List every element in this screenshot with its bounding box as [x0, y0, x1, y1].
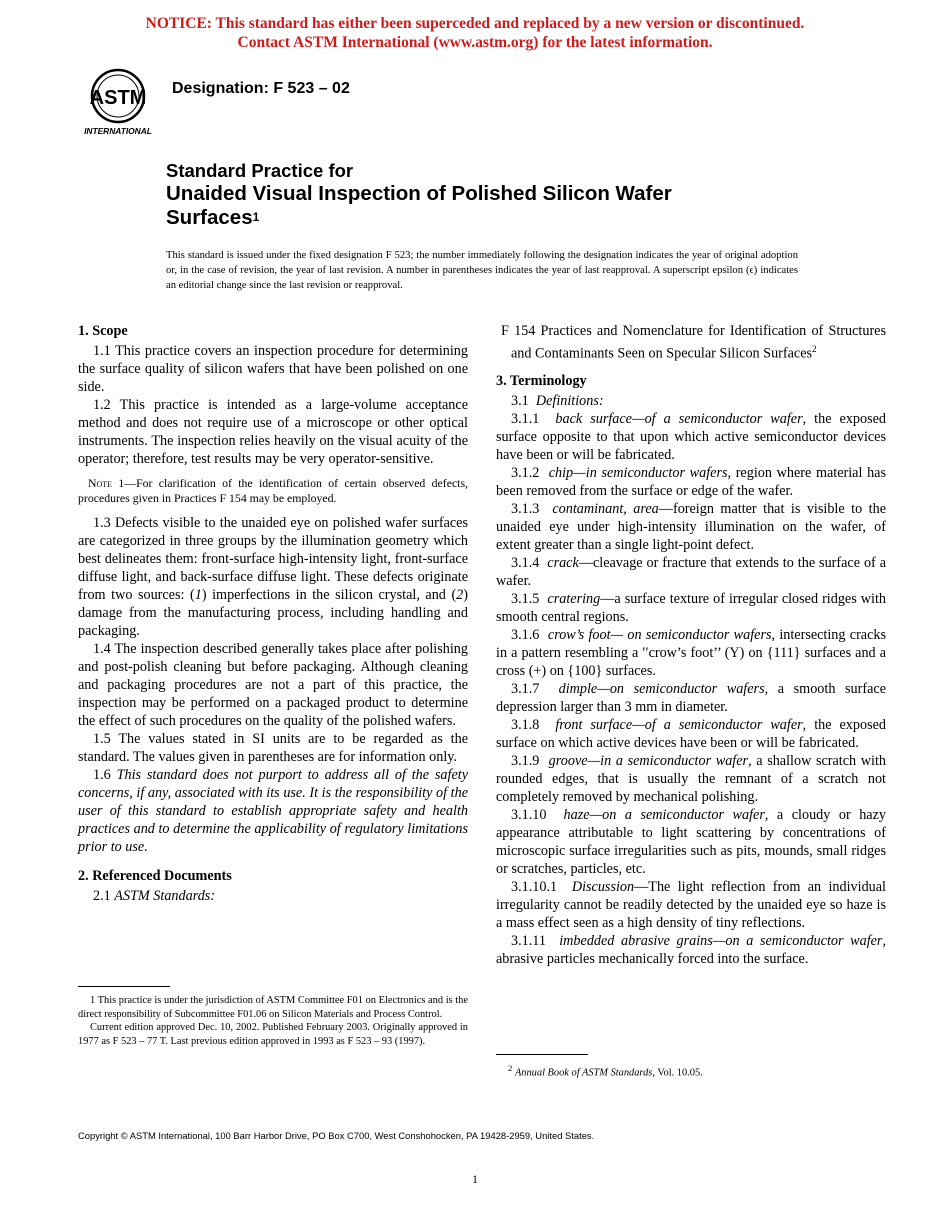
definition-item — [496, 752, 886, 806]
title-line-1: Standard Practice for — [166, 160, 354, 181]
footnote-divider-right — [496, 1054, 588, 1055]
definition-item — [496, 392, 886, 410]
note-1-text: —For clarification of the identification of certain observed defects, procedures given in Practices F 154 may be employed. — [78, 476, 468, 505]
definition-item — [496, 806, 886, 878]
footnote-1 — [78, 994, 468, 1048]
definition-term: dimple—on semiconductor wafers — [558, 680, 765, 697]
paragraph-2-1-label: ASTM Standards: — [114, 888, 216, 904]
section-heading-referenced-documents: 2. Referenced Documents — [78, 868, 232, 884]
reference-f154-footnote-mark: 2 — [812, 344, 817, 354]
definition-text: , region where material has been removed from the surface or edge of the wafer. — [496, 464, 887, 499]
definition-text: , a shallow scratch with rounded edges, that is usually the remnant of a scratch not completely removed by mechanical polishing. — [496, 752, 887, 805]
definition-text: —The light reflection from an individual irregularity cannot be readily detected by the unaided eye so haze is a mass effect seen as a high density of tiny reflections. — [496, 878, 886, 931]
notice-line-1: NOTICE: This standard has either been superceded and replaced by a new version or discontinued. — [145, 15, 805, 32]
definition-text: —a surface texture of irregular closed ridges with smooth central regions. — [496, 590, 886, 625]
definition-term: groove—in a semiconductor wafer — [548, 752, 749, 769]
paragraph-1-6 — [78, 766, 468, 856]
definition-item — [496, 878, 886, 932]
definition-term: imbedded abrasive grains—on a semiconductor wafer — [559, 932, 883, 949]
definition-number: 3.1.2 — [511, 464, 540, 481]
copyright-line: Copyright © ASTM International, 100 Barr Harbor Drive, PO Box C700, West Conshohocken, PA 19428-2959, United States. — [78, 1130, 595, 1141]
title-line-3-text: Surfaces — [166, 206, 253, 229]
notice-line-2: Contact ASTM International (www.astm.org) for the latest information. — [237, 34, 713, 51]
definition-text: , intersecting cracks in a pattern resembling a ′′crow’s foot’’ (Y) on {111} surfaces and a cross (+) on {100} surfaces. — [496, 626, 886, 679]
paragraph-2-1-number: 2.1 — [93, 888, 115, 904]
definition-number: 3.1.7 — [511, 680, 540, 697]
footnote-2-volume: , Vol. 10.05. — [652, 1067, 703, 1079]
definitions-list — [496, 392, 886, 968]
definition-item — [496, 932, 886, 968]
paragraph-1-3 — [78, 514, 468, 640]
note-1-label: Note 1 — [88, 476, 125, 490]
issuance-statement: This standard is issued under the fixed designation F 523; the number immediately following the designation indicates the year of original adoption or, in the case of revision, the year of last revision. A number in parentheses indicates the year of last reapproval. A superscript epsilon (ϵ) indicates an editorial change since the last revision or reapproval. — [166, 250, 798, 291]
definition-number: 3.1.8 — [511, 716, 540, 733]
definition-item — [496, 680, 886, 716]
logo-text: ASTM — [89, 87, 147, 109]
definition-item — [496, 554, 886, 590]
note-1 — [78, 476, 468, 506]
reference-f154-text: F 154 Practices and Nomenclature for Identification of Structures and Contaminants Seen on Specular Silicon Surfaces — [501, 323, 886, 362]
footnote-2-book-title: Annual Book of ASTM Standards — [514, 1067, 653, 1079]
definition-number: 3.1.6 — [511, 626, 540, 643]
logo-international-text: INTERNATIONAL — [84, 126, 152, 136]
paragraph-1-3-part-b: ) imperfections in the silicon crystal, and ( — [201, 587, 457, 603]
paragraph-1-3-item-2: 2 — [456, 587, 464, 603]
right-column — [496, 322, 886, 968]
astm-international-logo — [78, 66, 158, 138]
footnote-divider-left — [78, 986, 170, 987]
definition-number: 3.1.1 — [511, 410, 540, 427]
paragraph-1-1: 1.1 This practice covers an inspection procedure for determining the surface quality of silicon wafers that have been polished on one side. — [78, 343, 468, 395]
definition-item — [496, 464, 886, 500]
reference-f154 — [486, 322, 886, 363]
section-heading-scope: 1. Scope — [78, 323, 128, 339]
definition-term: Discussion — [571, 878, 635, 895]
definition-term: cratering — [547, 590, 601, 607]
definition-term: contaminant, area — [552, 500, 659, 517]
supersede-notice — [0, 14, 950, 52]
section-heading-terminology: 3. Terminology — [496, 372, 587, 389]
definition-term: crack — [547, 554, 579, 571]
left-column — [78, 322, 468, 905]
definition-text: —cleavage or fracture that extends to the surface of a wafer. — [496, 554, 887, 589]
definition-item — [496, 590, 886, 626]
definition-text: , a cloudy or hazy appearance attributable to light scattering by concentrations of microscopic surface irregularities such as pits, mounds, small ridges or scratches, particles, etc. — [496, 806, 886, 877]
definition-term: crow’s foot— on semiconductor wafers — [547, 626, 772, 643]
footnote-2-mark: 2 — [508, 1063, 513, 1073]
paragraph-1-2: 1.2 This practice is intended as a large-volume acceptance method and does not require use of a microscope or other optical instruments. The inspection relies heavily on the visual acuity of the operator; therefore, test results may be very operator-sensitive. — [78, 397, 468, 467]
paragraph-1-3-item-1: 1 — [194, 587, 202, 603]
title-footnote-mark: 1 — [252, 210, 260, 224]
paragraph-1-6-number: 1.6 — [93, 767, 117, 783]
definition-number: 3.1.5 — [511, 590, 540, 607]
footnote-1-text: 1 This practice is under the jurisdiction of ASTM Committee F01 on Electronics and is the direct responsibility of Subcommittee F01.06 on Silicon Materials and Process Control. — [78, 995, 468, 1020]
definition-item — [496, 410, 886, 464]
title-line-3 — [166, 206, 866, 230]
definition-text: , abrasive particles mechanically forced into the surface. — [496, 932, 886, 967]
definition-text: —foreign matter that is visible to the unaided eye under high-intensity illumination on the wafer, of extent greater than a single light-point defect. — [496, 500, 886, 553]
paragraph-1-4: 1.4 The inspection described generally takes place after polishing and post-polish cleaning but before packaging. Although cleaning and packaging procedures are not a part of this practice, the inspection may be performed on a packaged product to determine the effect of such procedures on the quality of the polished wafers. — [78, 641, 468, 729]
definition-term: Definitions: — [535, 392, 604, 409]
footnote-2 — [496, 1062, 886, 1080]
paragraph-2-1 — [78, 887, 468, 905]
definition-number: 3.1.10 — [511, 806, 547, 823]
definition-number: 3.1.3 — [511, 500, 540, 517]
paragraph-1-6-safety-text: This standard does not purport to address all of the safety concerns, if any, associated with its use. It is the responsibility of the user of this standard to establish appropriate safety and health practices and to determine the applicability of regulatory limitations prior to use. — [78, 767, 469, 855]
definition-term: haze—on a semiconductor wafer — [563, 806, 765, 823]
paragraph-1-5: 1.5 The values stated in SI units are to be regarded as the standard. The values given in parentheses are for information only. — [78, 731, 468, 765]
definition-term: front surface—of a semiconductor wafer — [555, 716, 803, 733]
definition-item — [496, 500, 886, 554]
definition-text: , the exposed surface opposite to that upon which active semiconductor devices have been or will be fabricated. — [496, 410, 887, 463]
footnote-1-approval: Current edition approved Dec. 10, 2002. Published February 2003. Originally approved in 1977 as F 523 – 77 T. Last previous edition approved in 1993 as F 523 – 93 (1997). — [78, 1022, 468, 1047]
paragraph-1-3-part-c: ) damage from the manufacturing process, including handling and packaging. — [78, 587, 468, 639]
page-number: 1 — [472, 1172, 478, 1186]
definition-term: back surface—of a semiconductor wafer — [555, 410, 803, 427]
definition-text: , the exposed surface on which active devices have been or will be fabricated. — [496, 716, 886, 751]
designation: Designation: F 523 – 02 — [172, 80, 350, 97]
definition-item — [496, 716, 886, 752]
definition-number: 3.1.4 — [511, 554, 540, 571]
footnote-2-text — [496, 1062, 886, 1080]
definition-number: 3.1.10.1 — [511, 878, 558, 895]
title-line-2: Unaided Visual Inspection of Polished Silicon Wafer — [166, 182, 672, 205]
definition-number: 3.1.11 — [511, 932, 546, 949]
definition-term: chip—in semiconductor wafers — [548, 464, 728, 481]
paragraph-1-3-part-a: 1.3 Defects visible to the unaided eye on polished wafer surfaces are categorized in three groups by the illumination geometry which best delineates them: front-surface high-intensity light, front-surface diffuse light, and back-surface diffuse light. These defects originate from two sources: ( — [78, 515, 468, 603]
definition-number: 3.1 — [511, 392, 529, 409]
definition-number: 3.1.9 — [511, 752, 540, 769]
document-title — [166, 160, 866, 230]
definition-text: , a smooth surface depression larger than 3 mm in diameter. — [496, 680, 886, 715]
definition-item — [496, 626, 886, 680]
